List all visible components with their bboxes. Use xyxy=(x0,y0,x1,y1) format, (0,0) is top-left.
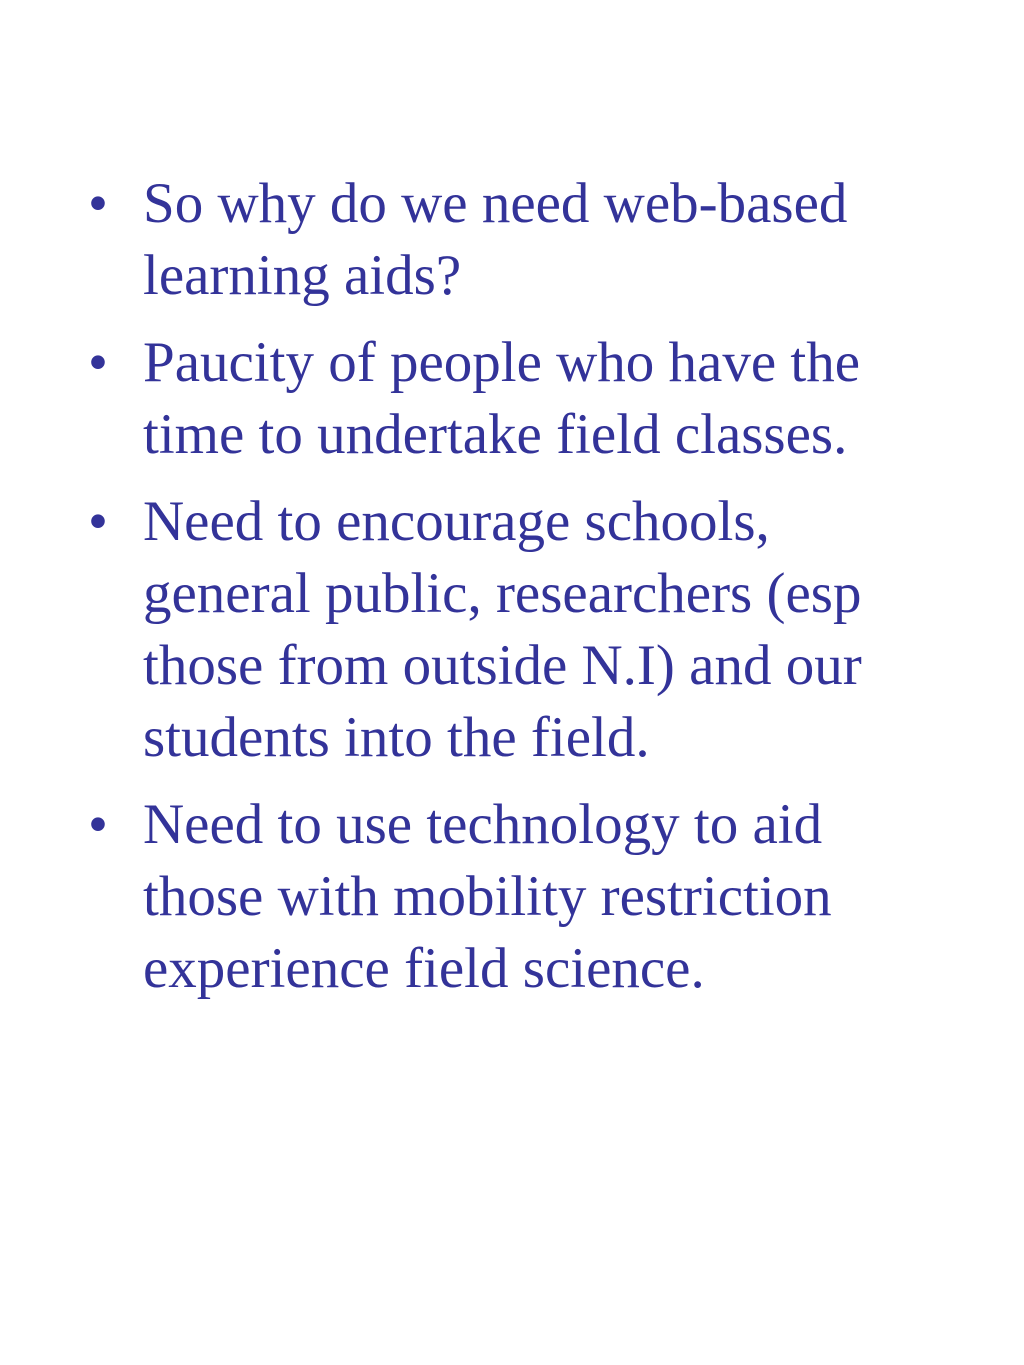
bullet-text-line: Need to use technology to aid xyxy=(143,793,823,856)
bullet-item xyxy=(88,486,928,774)
bullet-item xyxy=(88,327,928,471)
bullet-marker: • xyxy=(88,331,108,394)
bullet-text-line: those from outside N.I) and our xyxy=(143,634,862,697)
bullet-marker: • xyxy=(88,793,108,856)
bullet-text-line: So why do we need web-based xyxy=(143,172,848,235)
bullet-text-line: time to undertake field classes. xyxy=(143,403,848,466)
bullet-text-line: general public, researchers (esp xyxy=(143,562,862,625)
bullet-item xyxy=(88,168,928,312)
bullet-text-line: students into the field. xyxy=(143,706,650,769)
bullet-marker: • xyxy=(88,172,108,235)
bullet-list xyxy=(88,168,928,1020)
bullet-text-line: Paucity of people who have the xyxy=(143,331,861,394)
bullet-text-line: experience field science. xyxy=(143,937,705,1000)
bullet-marker: • xyxy=(88,490,108,553)
bullet-text-line: Need to encourage schools, xyxy=(143,490,770,553)
bullet-text-line: those with mobility restriction xyxy=(143,865,832,928)
bullet-text-line: learning aids? xyxy=(143,244,462,307)
bullet-item xyxy=(88,789,928,1005)
